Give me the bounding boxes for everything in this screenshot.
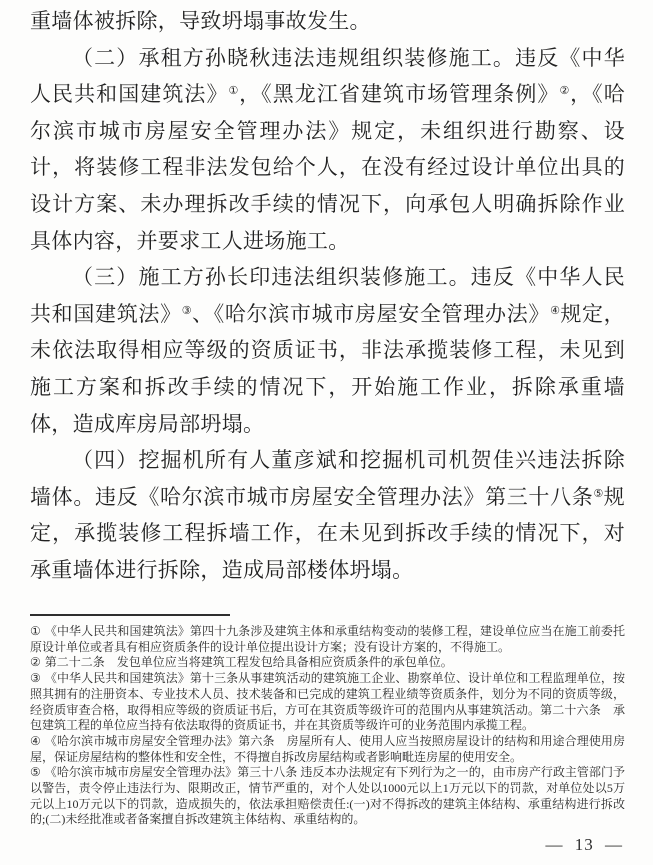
footnote-item	[30, 655, 625, 671]
footnote-marker: ①	[30, 624, 41, 638]
footnote-text: 《哈尔滨市城市房屋安全管理办法》第六条 房屋所有人、使用人应当按照房屋设计的结构和用途合理使用房屋，保证房屋结构的整体性和安全性，不得擅自拆改房屋结构或者影响毗连房屋的使用安全。	[30, 733, 625, 764]
footnote-text: 《中华人民共和国建筑法》第四十九条涉及建筑主体和承重结构变动的装修工程，建设单位应当在施工前委托原设计单位或者具有相应资质条件的设计单位提出设计方案；没有设计方案的，不得施工。	[30, 624, 625, 654]
paragraph-text: （二）承租方孙晓秋违法违规组织装修施工。违反《中华人民共和国建筑法》	[30, 45, 625, 107]
footnote-marker: ②	[30, 655, 41, 670]
body-paragraph	[30, 3, 625, 40]
footnote-text: 《中华人民共和国建筑法》第十三条从事建筑活动的建筑施工企业、勘察单位、设计单位和工程监理单位，按照其拥有的注册资本、专业技术人员、技术装备和已完成的建筑工程业绩等资质条件，划分为不同的资质等级，经资质审查合格，取得相应等级的资质证书后，方可在其资质等级许可的范围内从事建筑活动。第二十六条 承包建筑工程的单位应当持有依法取得的资质证书，并在其资质等级许可的业务范围内承揽工程。	[30, 671, 625, 733]
footnote-reference: ④	[550, 304, 561, 317]
footnote-reference: ⑤	[593, 487, 604, 500]
footnote-marker: ③	[30, 671, 41, 686]
footnote-reference: ①	[228, 85, 240, 98]
paragraph-text: ，《哈尔滨市城市房屋安全管理办法》规定，未组织进行勘察、设计，将装修工程非法发包给个人，在没有经过设计单位出具的设计方案、未办理拆改手续的情况下，向承包人明确拆除作业具体内容，并要求工人进场施工。	[30, 82, 625, 253]
footnote-item	[30, 624, 625, 655]
footnote-item	[30, 734, 625, 765]
footnote-marker: ⑤	[30, 765, 41, 780]
footnote-text: 《哈尔滨市城市房屋安全管理办法》第三十八条 违反本办法规定有下列行为之一的，由市房产行政主管部门予以警告，责令停止违法行为、限期改正，情节严重的，对个人处以1000元以上1万元以下的罚款，对单位处以5万元以上10万元以下的罚款，造成损失的，依法承担赔偿责任:(一)对不得拆改的建筑主体结构、承重结构进行拆改的;(二)未经批准或者备案擅自拆改建筑主体结构、承重结构的。	[30, 765, 625, 827]
page-number: — 13 —	[545, 835, 623, 854]
footnote-reference: ③	[181, 304, 193, 317]
paragraph-text: 、《哈尔滨市城市房屋安全管理办法》	[192, 301, 551, 326]
paragraph-text: ，《黑龙江省建筑市场管理条例》	[239, 82, 560, 107]
footnote-marker: ④	[30, 733, 41, 748]
footnote-item	[30, 765, 625, 828]
paragraph-text: （四）挖掘机所有人董彦斌和挖掘机司机贺佳兴违法拆除墙体。违反《哈尔滨市城市房屋安全管理办法》第三十八条	[30, 448, 625, 509]
body-paragraph	[30, 442, 625, 588]
paragraph-text: 规定，未依法取得相应等级的资质证书，非法承揽装修工程，未见到施工方案和拆改手续的情况下，开始施工作业，拆除承重墙体，造成库房局部坍塌。	[30, 301, 625, 436]
footnote-text: 第二十二条 发包单位应当将建筑工程发包给具备相应资质条件的承包单位。	[44, 655, 453, 670]
document-body	[30, 3, 625, 589]
body-paragraph	[30, 40, 625, 260]
footnote-item	[30, 671, 625, 734]
footnotes-section	[30, 614, 625, 828]
footnote-reference: ②	[559, 85, 571, 98]
paragraph-text: 规定，承揽装修工程拆墙工作，在未见到拆改手续的情况下，对承重墙体进行拆除，造成局部楼体坍塌。	[30, 484, 625, 582]
paragraph-text: （三）施工方孙长印违法组织装修施工。违反《中华人民共和国建筑法》	[30, 265, 625, 326]
footnote-divider	[30, 614, 230, 616]
paragraph-text: 重墙体被拆除，导致坍塌事故发生。	[30, 9, 371, 33]
body-paragraph	[30, 259, 625, 442]
